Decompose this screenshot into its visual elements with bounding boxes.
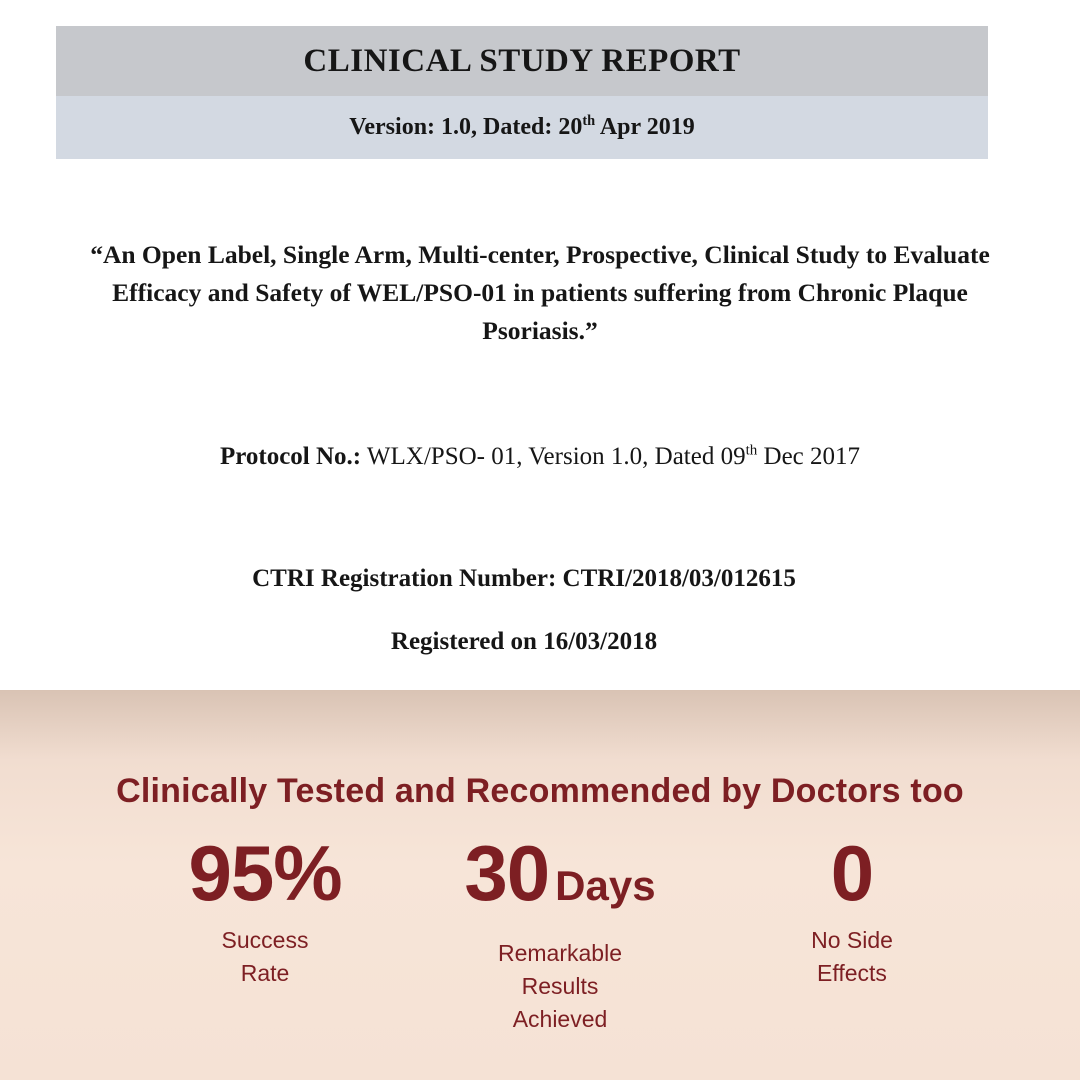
version-text: Version: 1.0, Dated: 20 — [349, 114, 583, 140]
stat-results-days — [420, 830, 700, 1036]
protocol-ordinal: th — [745, 442, 758, 459]
stat-value-line — [420, 830, 700, 929]
stat-value: 30 — [464, 829, 550, 917]
study-title: “An Open Label, Single Arm, Multi-center, Prospective, Clinical Study to Evaluate Efficacy and Safety of WEL/PSO-01 in patients suffering from Chronic Plaque Psoriasis.” — [90, 240, 990, 345]
version-band — [56, 96, 988, 159]
promo-headline: Clinically Tested and Recommended by Doctors too — [116, 772, 964, 810]
stat-caption: Success Rate — [221, 927, 309, 986]
stat-caption: No Side Effects — [811, 927, 893, 986]
protocol-label: Protocol No.: — [219, 443, 362, 470]
report-header — [56, 26, 988, 159]
stat-value: 95% — [188, 829, 342, 917]
report-title-band — [56, 26, 988, 96]
registration-date: Registered on 16/03/2018 — [390, 628, 658, 655]
stat-side-effects — [740, 830, 964, 990]
stat-caption: Remarkable Results Achieved — [498, 940, 622, 1032]
protocol-date-suffix: Dec 2017 — [757, 443, 861, 470]
stat-value: 0 — [830, 829, 874, 917]
version-line — [349, 114, 694, 141]
version-ordinal: th — [582, 113, 596, 129]
version-date-suffix: Apr 2019 — [595, 114, 695, 140]
stat-success-rate — [150, 830, 380, 990]
ctri-registration-number: CTRI Registration Number: CTRI/2018/03/012615 — [252, 565, 796, 592]
stat-unit: Days — [555, 862, 656, 909]
protocol-line — [60, 438, 1020, 476]
protocol-value: WLX/PSO- 01, Version 1.0, Dated 09 — [361, 443, 746, 470]
report-title: CLINICAL STUDY REPORT — [303, 42, 741, 79]
